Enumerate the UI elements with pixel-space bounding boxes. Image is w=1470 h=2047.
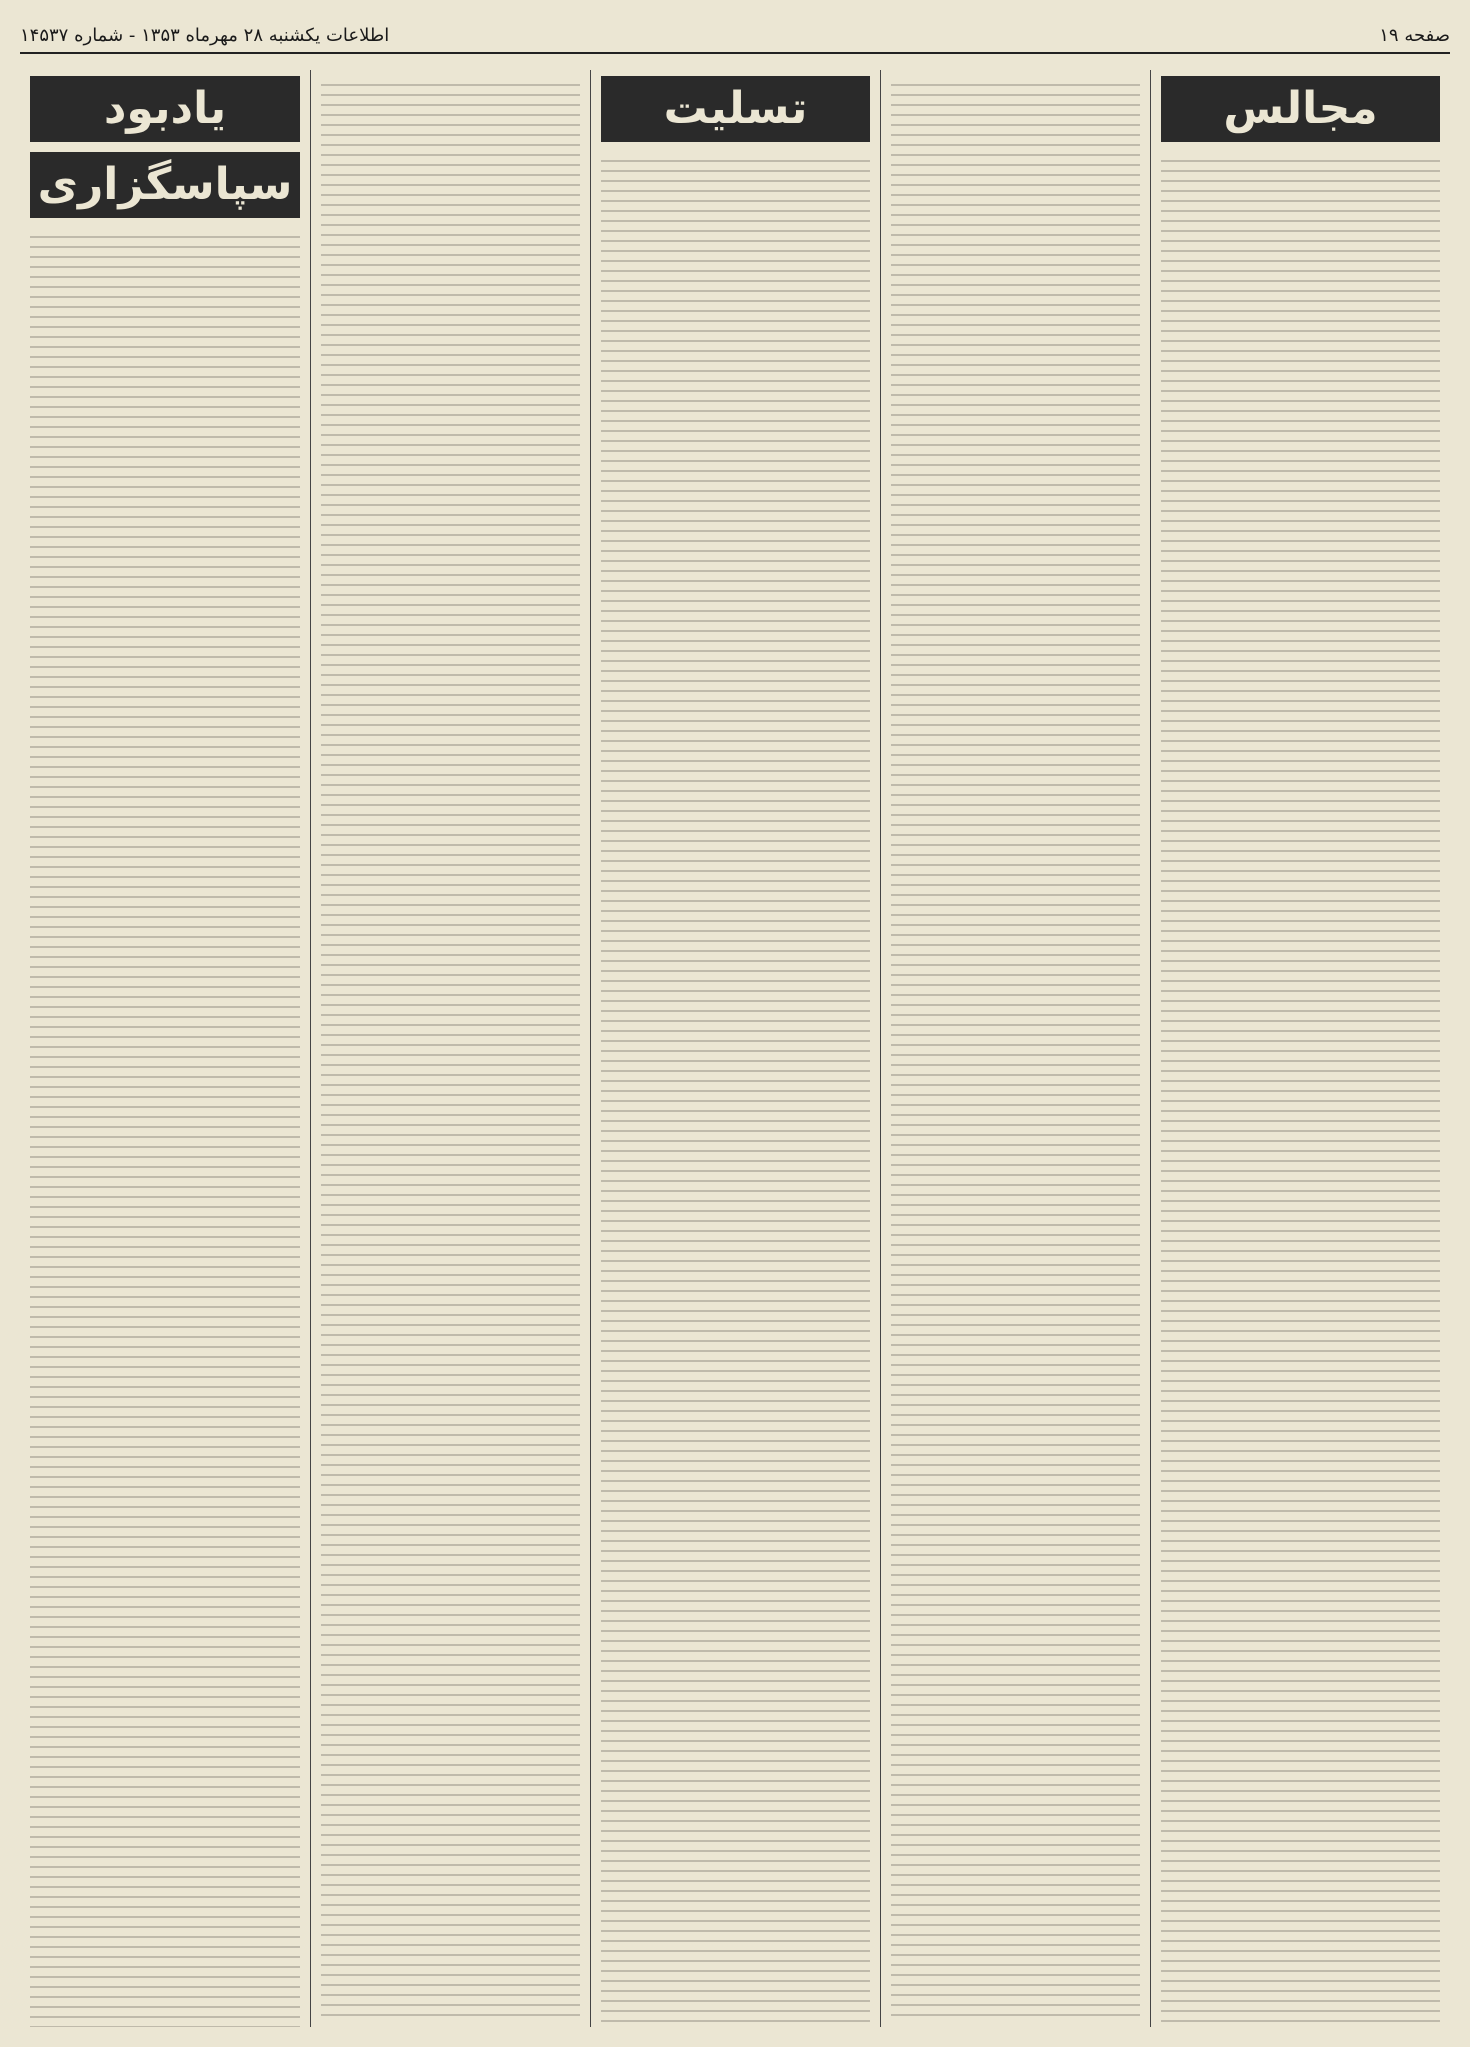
notices-text bbox=[1161, 152, 1440, 2027]
column-2 bbox=[880, 70, 1150, 2027]
section-majales: مجالس bbox=[1161, 76, 1440, 142]
column-4 bbox=[310, 70, 590, 2027]
notices-text bbox=[601, 152, 870, 2027]
column-5 bbox=[20, 70, 310, 2027]
section-yadbood: یادبود bbox=[30, 76, 300, 142]
issue-line: اطلاعات یکشنبه ۲۸ مهرماه ۱۳۵۳ - شماره ۱۴۵۳۷ bbox=[20, 24, 390, 46]
column-1 bbox=[1150, 70, 1450, 2027]
notices-text bbox=[30, 228, 300, 2027]
column-3 bbox=[590, 70, 880, 2027]
section-tasliat: تسلیت bbox=[601, 76, 870, 142]
section-sepasgozari: سپاسگزاری bbox=[30, 152, 300, 218]
page-number: صفحه ۱۹ bbox=[1379, 24, 1450, 46]
masthead bbox=[20, 18, 1450, 54]
notices-text bbox=[321, 76, 580, 2021]
notices-text bbox=[891, 76, 1140, 2021]
